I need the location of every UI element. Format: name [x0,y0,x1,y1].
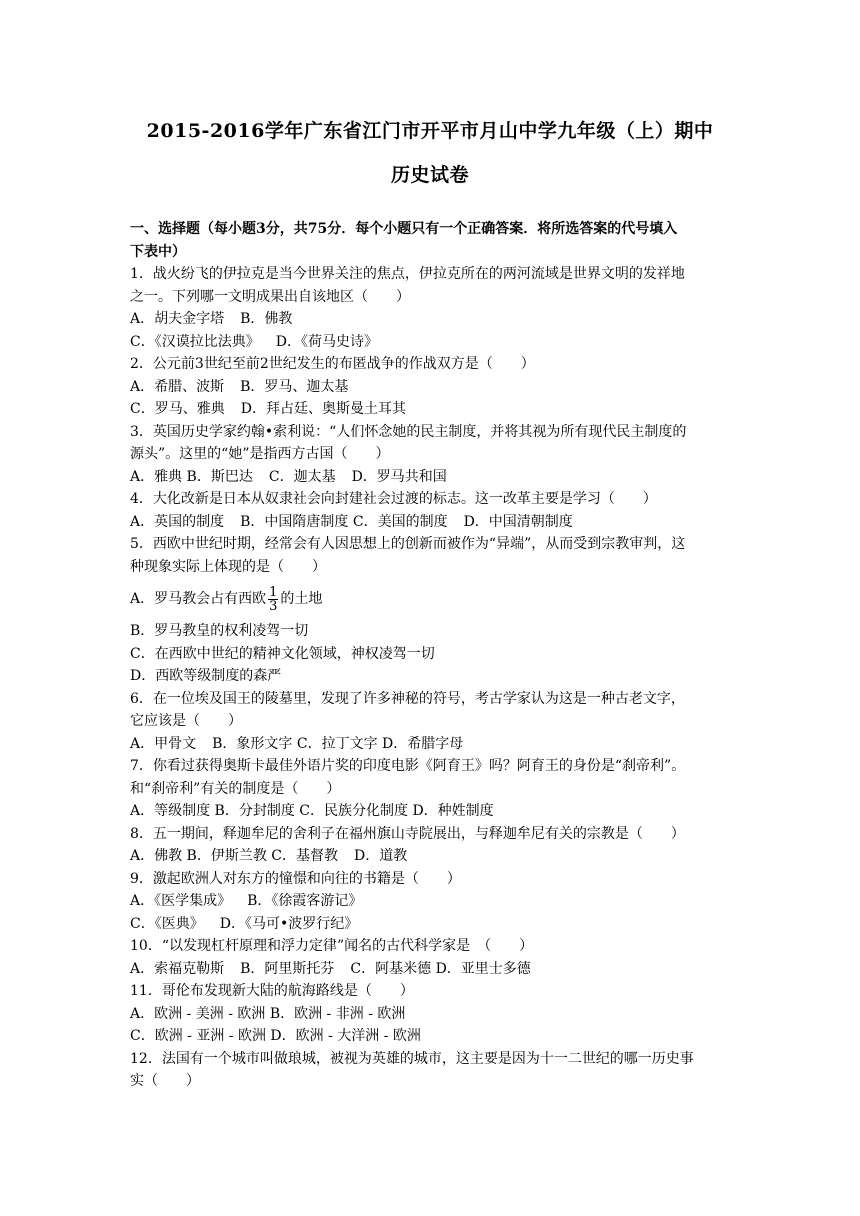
options-row-cd: C．欧洲 - 亚洲 - 欧洲 D．欧洲 - 大洋洲 - 欧洲 [130,1028,421,1044]
option-c: C．《医典》 [130,915,204,932]
option-a: A．索福克勒斯 [130,960,225,977]
question-stem: 源头”。这里的“她”是指西方古国（ ） [130,446,390,462]
question-5 [130,533,730,688]
page-title: 2015-2016学年广东省江门市开平市月山中学九年级（上）期中 [146,120,714,142]
option-c: C．迦太基 [268,468,336,485]
option-d: D．中国清朝制度 [463,513,573,530]
option-b: B．罗马教皇的权利凌驾一切 [130,623,309,639]
question-2 [130,353,730,421]
option-a: A．英国的制度 [130,513,225,530]
question-stem: 6．在一位埃及国王的陵墓里，发现了许多神秘的符号，考古学家认为这是一种古老文字， [130,690,685,707]
question-stem: 9．激起欧洲人对东方的憧憬和向往的书籍是（ ） [130,870,461,887]
option-bcd: B．象形文字 C．拉丁文字 D．希腊字母 [212,735,464,752]
question-1 [130,263,730,353]
question-stem: 5．西欧中世纪时期，经常会有人因思想上的创新而被作为“异端”，从而受到宗教审判，这 [130,536,686,552]
question-4 [130,488,730,533]
question-stem: 实（ ） [130,1073,200,1089]
question-6 [130,688,730,756]
option-c: C．《汉谟拉比法典》 [130,333,260,350]
option-c: C．在西欧中世纪的精神文化领域，神权凌驾一切 [130,645,435,662]
question-stem: 和“刹帝利”有关的制度是（ ） [130,780,341,797]
option-b: B．罗马、迦太基 [240,378,349,395]
question-9 [130,868,730,936]
section-heading: 一、选择题（每小题3分，共75分．每个小题只有一个正确答案．将所选答案的代号填入 [130,221,678,237]
option-a: A．希腊、波斯 [130,378,225,395]
question-stem: 3．英国历史学家约翰•索利说：“人们怀念她的民主制度，并将其视为所有现代民主制度的 [130,423,687,440]
fraction-one-third [268,586,278,613]
option-b: B．《徐霞客游记》 [247,893,363,909]
question-8 [130,823,730,868]
option-a: A．《医学集成》 [130,893,232,909]
fraction-denominator: 3 [269,598,278,614]
option-d: D．《马可•波罗行纪》 [219,915,359,932]
option-c: C．罗马、雅典 [130,401,225,417]
option-d: D．西欧等级制度的森严 [130,668,282,684]
question-11 [130,980,730,1048]
option-d: D．罗马共和国 [351,468,447,485]
option-a-tail: 的土地 [280,591,323,607]
page-subtitle: 历史试卷 [390,164,469,186]
exam-body [130,218,730,1093]
option-a: A．甲骨文 [130,735,197,752]
question-10 [130,935,730,980]
question-stem: 2．公元前3世纪至前2世纪发生的布匿战争的作战双方是（ ） [130,356,535,372]
option-d: D．《荷马史诗》 [275,333,378,350]
option-cd: C．阿基米德 D．亚里士多德 [350,960,531,977]
question-stem: 种现象实际上体现的是（ ） [130,558,326,575]
option-a: A．罗马教会占有西欧 [130,591,267,607]
options-row: A．等级制度 B．分封制度 C．民族分化制度 D．种姓制度 [130,803,494,819]
section-heading-cont: 下表中） [130,243,186,260]
option-a: A．胡夫金字塔 [130,311,225,327]
question-3 [130,421,730,489]
option-bc: B．中国隋唐制度 C．美国的制度 [240,513,448,530]
options-row-ab: A．欧洲 - 美洲 - 欧洲 B．欧洲 - 非洲 - 欧洲 [130,1005,406,1022]
question-stem: 12．法国有一个城市叫做琅城，被视为英雄的城市，这主要是因为十一二世纪的哪一历史事 [130,1050,694,1067]
question-stem: 10．“以发现杠杆原理和浮力定律”闻名的古代科学家是 （ ） [130,938,534,954]
question-7 [130,755,730,823]
question-stem: 7．你看过获得奥斯卡最佳外语片奖的印度电影《阿育王》吗？阿育王的身份是“刹帝利”。 [130,758,686,774]
option-d: D．道教 [354,848,408,864]
option-abc: A．佛教 B．伊斯兰教 C．基督教 [130,848,339,864]
question-stem: 之一。下列哪一文明成果出自该地区（ ） [130,288,410,305]
question-stem: 8．五一期间，释迦牟尼的舍利子在福州旗山寺院展出，与释迦牟尼有关的宗教是（ ） [130,825,685,842]
question-stem: 4．大化改新是日本从奴隶社会向封建社会过渡的标志。这一改革主要是学习（ ） [130,491,657,507]
question-stem: 11．哥伦布发现新大陆的航海路线是（ ） [130,983,414,999]
option-ab: A．雅典 B．斯巴达 [130,468,253,485]
question-stem: 它应该是（ ） [130,713,242,729]
question-12 [130,1048,730,1093]
option-b: B．佛教 [240,311,293,327]
option-d: D．拜占廷、奥斯曼土耳其 [240,401,406,417]
fraction-numerator: 1 [269,584,278,600]
question-stem: 1．战火纷飞的伊拉克是当今世界关注的焦点，伊拉克所在的两河流域是世界文明的发祥地 [130,266,685,282]
option-b: B．阿里斯托芬 [240,960,335,977]
